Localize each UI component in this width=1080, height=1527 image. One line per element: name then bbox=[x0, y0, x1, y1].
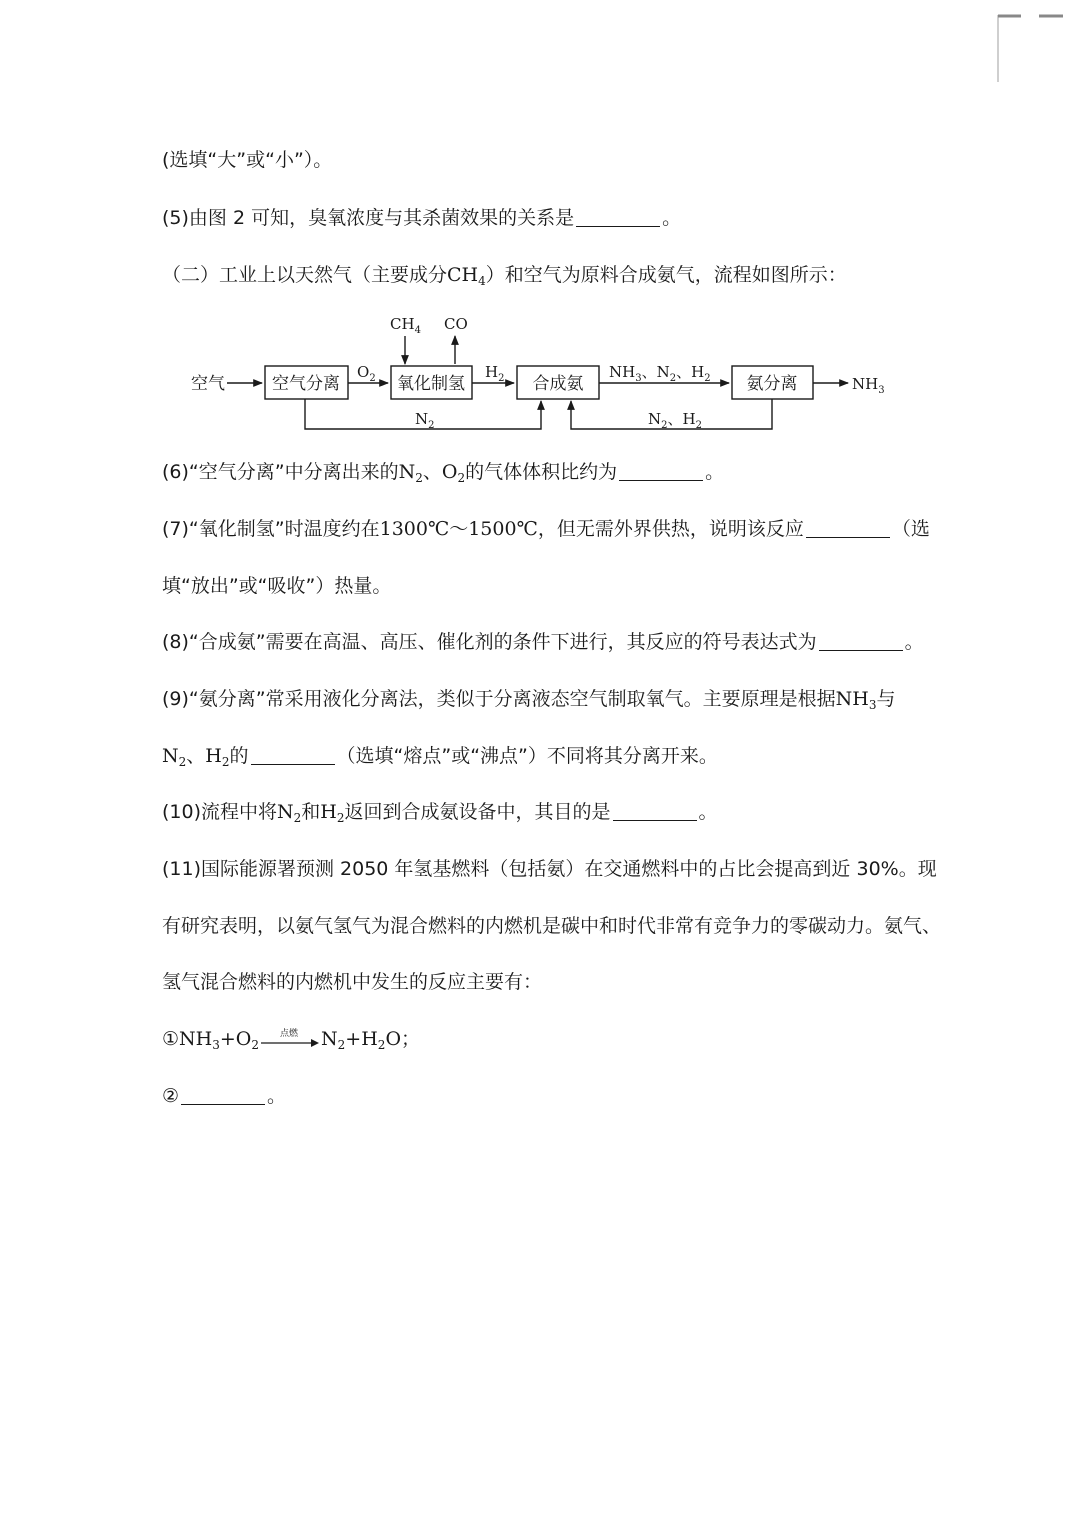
ch4-formula: $CH_4$ bbox=[447, 264, 486, 288]
temperature-range: 1300℃～1500℃ bbox=[379, 518, 538, 540]
label-o2: $O_2$ bbox=[357, 363, 376, 384]
answer-blank-7[interactable] bbox=[806, 519, 890, 538]
answer-blank-11-2[interactable] bbox=[181, 1086, 265, 1105]
label-return-n2: $N_2$ bbox=[415, 410, 435, 431]
reaction-1-products: $N_2+H_2O$ bbox=[321, 1028, 402, 1052]
question-8: (8)“合成氨”需要在高温、高压、催化剂的条件下进行，其反应的符号表达式为 。 bbox=[162, 631, 924, 653]
answer-blank-9[interactable] bbox=[251, 746, 335, 765]
output-nh3-label: $NH_3$ bbox=[852, 375, 885, 396]
reaction-arrow-icon bbox=[259, 1027, 321, 1051]
reaction-1: $①NH_3+O_2$ 点燃 $N_2+H_2O$； bbox=[162, 1028, 421, 1052]
part-2-intro: （二）工业上以天然气（主要成分$CH_4$）和空气为原料合成氨气，流程如图所示： bbox=[162, 264, 847, 288]
answer-blank-8[interactable] bbox=[819, 632, 903, 651]
answer-blank-5[interactable] bbox=[576, 208, 660, 227]
nh3-formula: $NH_3$ bbox=[835, 688, 877, 712]
label-co-out: CO bbox=[444, 315, 468, 333]
reaction-1-equation: $NH_3+O_2$ bbox=[179, 1028, 260, 1052]
reaction-2: ② 。 bbox=[162, 1085, 287, 1107]
svg-text:点燃: 点燃 bbox=[280, 1029, 299, 1039]
o2-formula: $O_2$ bbox=[441, 461, 466, 485]
input-air-label: 空气 bbox=[191, 374, 225, 394]
question-9-line-2: $N_2$、$H_2$的 （选填“熔点”或“沸点”）不同将其分离开来。 bbox=[162, 745, 718, 769]
question-11-line-3: 氢气混合燃料的内燃机中发生的反应主要有： bbox=[162, 971, 543, 993]
box-air-separation-label: 空气分离 bbox=[272, 374, 340, 394]
label-return-n2-h2: $N_2$、$H_2$ bbox=[648, 410, 702, 431]
h2-formula: $H_2$ bbox=[320, 801, 345, 825]
question-10: (10)流程中将$N_2$和$H_2$返回到合成氨设备中，其目的是 。 bbox=[162, 801, 718, 825]
question-11-line-1: (11)国际能源署预测 2050 年氢基燃料（包括氨）在交通燃料中的占比会提高到近 30%。现 bbox=[162, 858, 937, 880]
label-ch4-in: $CH_4$ bbox=[390, 315, 421, 336]
question-7-line-2: 填“放出”或“吸收”）热量。 bbox=[162, 575, 392, 597]
question-5: (5)由图 2 可知，臭氧浓度与其杀菌效果的关系是 。 bbox=[162, 207, 682, 229]
question-7: (7)“氧化制氢”时温度约在1300℃～1500℃，但无需外界供热，说明该反应 （选 bbox=[162, 518, 930, 540]
label-h2: $H_2$ bbox=[485, 363, 505, 384]
q4-tail: (选填“大”或“小”）。 bbox=[162, 149, 333, 171]
h2-formula: $H_2$ bbox=[205, 745, 230, 769]
box-ammonia-synthesis-label: 合成氨 bbox=[532, 374, 584, 394]
question-6: (6)“空气分离”中分离出来的$N_2$、$O_2$的气体体积比约为 。 bbox=[162, 461, 725, 485]
box-ammonia-separation-label: 氨分离 bbox=[746, 374, 798, 394]
label-mixture: $NH_3$、$N_2$、$H_2$ bbox=[609, 363, 711, 384]
n2-formula: $N_2$ bbox=[277, 801, 302, 825]
ammonia-synthesis-flowchart bbox=[185, 308, 905, 438]
answer-blank-10[interactable] bbox=[613, 802, 697, 821]
question-11-line-2: 有研究表明，以氨气氢气为混合燃料的内燃机是碳中和时代非常有竞争力的零碳动力。氨气、 bbox=[162, 915, 942, 937]
answer-blank-6[interactable] bbox=[619, 462, 703, 481]
question-9: (9)“氨分离”常采用液化分离法，类似于分离液态空气制取氧气。主要原理是根据$NH_3$与 bbox=[162, 688, 896, 712]
n2-formula: $N_2$ bbox=[398, 461, 423, 485]
scan-corner-mark bbox=[995, 12, 1065, 84]
n2-formula: $N_2$ bbox=[162, 745, 187, 769]
box-oxidation-hydrogen-label: 氧化制氢 bbox=[397, 374, 465, 394]
